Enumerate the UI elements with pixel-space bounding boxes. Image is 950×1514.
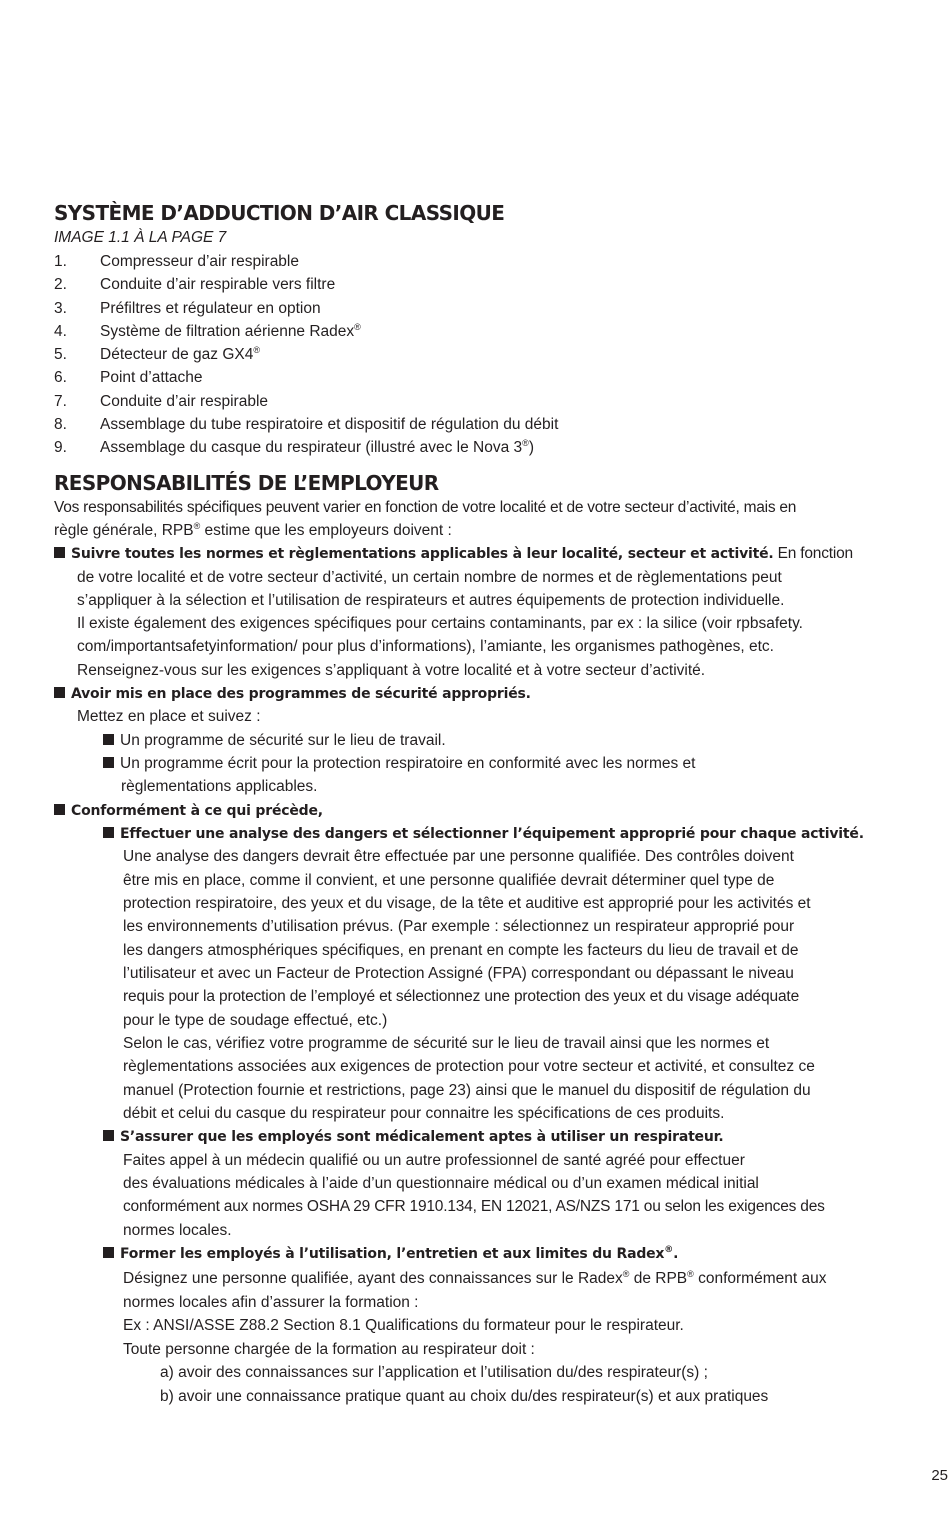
sub-bullet-respiratory-program: Un programme écrit pour la protection respiratoire en conformité avec les normes et	[103, 752, 695, 775]
paragraph-line: Il existe également des exigences spécifiques pour certains contaminants, par ex : la silice (voir rpbsafety.	[77, 615, 803, 632]
sub-bullet-medical-fitness: S’assurer que les employés sont médicalement aptes à utiliser un respirateur.	[103, 1125, 723, 1149]
paragraph-line: Désignez une personne qualifiée, ayant des connaissances sur le Radex® de RPB® conformément aux	[123, 1269, 827, 1287]
paragraph-line: manuel (Protection fournie et restrictions, page 23) ainsi que le manuel du dispositif de régulation du	[123, 1082, 811, 1099]
sub-item-a: a) avoir des connaissances sur l’application et l’utilisation du/des respirateur(s) ;	[160, 1364, 708, 1381]
paragraph-line: requis pour la protection de l’employé et sélectionnez une protection des yeux et du visage adéquate	[123, 988, 800, 1005]
square-bullet-icon	[103, 1247, 114, 1258]
paragraph-line: conformément aux normes OSHA 29 CFR 1910.134, EN 12021, AS/NZS 171 ou selon les exigences des	[123, 1198, 825, 1215]
paragraph-line: Mettez en place et suivez :	[77, 708, 261, 725]
sub-item-b: b) avoir une connaissance pratique quant au choix du/des respirateur(s) et aux pratiques	[160, 1388, 769, 1405]
paragraph-line: être mis en place, comme il convient, et une personne qualifiée devrait déterminer quel type de	[123, 872, 775, 889]
paragraph-line: des évaluations médicales à l’aide d’un questionnaire médical ou d’un examen médical initial	[123, 1175, 759, 1192]
paragraph-line: règlementations applicables.	[121, 778, 318, 795]
paragraph-line: Toute personne chargée de la formation au respirateur doit :	[123, 1341, 535, 1358]
paragraph-line: Renseignez-vous sur les exigences s’appliquant à votre localité et à votre secteur d’activité.	[77, 662, 706, 679]
square-bullet-icon	[103, 734, 114, 745]
paragraph-line: de votre localité et de votre secteur d’activité, un certain nombre de normes et de règlementations peut	[77, 569, 782, 586]
bullet-accordingly: Conformément à ce qui précède,	[54, 799, 323, 823]
square-bullet-icon	[103, 1130, 114, 1141]
image-reference: IMAGE 1.1 À LA PAGE 7	[54, 229, 227, 246]
paragraph-line: protection respiratoire, des yeux et du visage, de la tête et auditive est approprié pour les activités et	[123, 895, 811, 912]
paragraph-line: pour le type de soudage effectué, etc.)	[123, 1012, 388, 1029]
section-title-employer: RESPONSABILITÉS DE L’EMPLOYEUR	[54, 471, 439, 495]
paragraph-line: les dangers atmosphériques spécifiques, en prenant en compte les facteurs du lieu de travail et de	[123, 942, 799, 959]
page-number: 25	[931, 1467, 948, 1484]
paragraph-line: les environnements d’utilisation prévus. (Par exemple : sélectionnez un respirateur approprié pour	[123, 918, 795, 935]
document-page: SYSTÈME D’ADDUCTION D’AIR CLASSIQUE IMAGE 1.1 À LA PAGE 7 1. Compresseur d’air respirable 2. Conduite d’air respirable vers filtre 3. Préfiltres et régulateur en option 4. Système de filtration aérienne Radex® 5. Détecteur de gaz GX4® 6. Point d’attache 7. Conduite d’air respirable 8. Assemblage du tube respiratoire et dispositif de régulation du débit 9. Assemblage du casque du respirateur (illustré avec le Nova 3®) RESPONSABILITÉS DE L’EMPLOYEUR Vos responsabilités spécifiques peuvent varier en fonction de votre localité et de votre secteur d’activité, mais en règle générale, RPB® estime que les employeurs doivent : Suivre toutes les normes et règlementations applicables à leur localité, secteur et activité. En fonction de votre localité et de votre secteur d’activité, un certain nombre de normes et de règlementations peut s’appliquer à la sélection et l’utilisation de respirateurs et autres équipements de protection individuelle. Il existe également des exigences spécifiques pour certains contaminants, par ex : la silice (voir rpbsafety. com/importantsafetyinformation/ pour plus d’informations), l’amiante, les organismes pathogènes, etc. Renseignez-vous sur les exigences s’appliquant à votre localité et à votre secteur d’activité. Avoir mis en place des programmes de sécurité appropriés. Mettez en place et suivez : Un programme de sécurité sur le lieu de travail. Un programme écrit pour la protection respiratoire en conformité avec les normes et règlementations applicables. Conformément à ce qui précède, Effectuer une analyse des dangers et sélectionner l’équipement approprié pour chaque activité. Une analyse des dangers devrait être effectuée par une personne qualifiée. Des contrôles doivent être mis en place, comme il convient, et une personne qualifiée devrait déterminer quel type de protection respiratoire, des yeux et du visage, de la tête et auditive est approprié pour les activités et les environnements d’utilisation prévus. (Par exemple : sélectionnez un respirateur approprié pour les dangers atmosphériques spécifiques, en prenant en compte les facteurs du lieu de travail et de l’utilisateur et avec un Facteur de Protection Assigné (FPA) correspondant ou dépassant le niveau requis pour la protection de l’employé et sélectionnez une protection des yeux et du visage adéquate pour le type de soudage effectué, etc.) Selon le cas, vérifiez votre programme de sécurité sur le lieu de travail ainsi que les normes et règlementations associées aux exigences de protection pour votre secteur et activité, et consultez ce manuel (Protection fournie et restrictions, page 23) ainsi que le manuel du dispositif de régulation du débit et celui du casque du respirateur pour connaitre les spécifications de ces produits. S’assurer que les employés sont médicalement aptes à utiliser un respirateur. Faites appel à un médecin qualifié ou un autre professionnel de santé agréé pour effectuer des évaluations médicales à l’aide d’un questionnaire médical ou d’un examen médical initial conformément aux normes OSHA 29 CFR 1910.134, EN 12021, AS/NZS 171 ou selon les exigences des normes locales. Former les employés à l’utilisation, l’entretien et aux limites du Radex®. Désignez une personne qualifiée, ayant des connaissances sur le Radex® de RPB® conformément aux normes locales afin d’assurer la formation : Ex : ANSI/ASSE Z88.2 Section 8.1 Qualifications du formateur pour le respirateur. Toute personne chargée de la formation au respirateur doit : a) avoir des connaissances sur l’application et l’utilisation du/des respirateur(s) ; b) avoir une connaissance pratique quant au choix du/des respirateur(s) et aux pratiques 25	[54, 201, 948, 1484]
sub-bullet-hazard-analysis: Effectuer une analyse des dangers et sélectionner l’équipement approprié pour chaque activité.	[103, 822, 864, 846]
intro-line: Vos responsabilités spécifiques peuvent varier en fonction de votre localité et de votre secteur d’activité, mais en	[54, 499, 797, 516]
paragraph-line: normes locales afin d’assurer la formation :	[123, 1294, 419, 1311]
square-bullet-icon	[103, 827, 114, 838]
paragraph-line: s’appliquer à la sélection et l’utilisation de respirateurs et autres équipements de protection individuelle.	[77, 592, 785, 609]
section-title-air-supply: SYSTÈME D’ADDUCTION D’AIR CLASSIQUE	[54, 201, 505, 225]
paragraph-line: Faites appel à un médecin qualifié ou un autre professionnel de santé agréé pour effectuer	[123, 1152, 745, 1169]
bullet-safety-programs: Avoir mis en place des programmes de sécurité appropriés.	[54, 682, 531, 706]
square-bullet-icon	[54, 547, 65, 558]
square-bullet-icon	[103, 757, 114, 768]
square-bullet-icon	[54, 687, 65, 698]
intro-line: règle générale, RPB® estime que les employeurs doivent :	[54, 521, 452, 539]
paragraph-line: règlementations associées aux exigences de protection pour votre secteur et activité, et consultez ce	[123, 1058, 815, 1075]
paragraph-line: Ex : ANSI/ASSE Z88.2 Section 8.1 Qualifications du formateur pour le respirateur.	[123, 1317, 684, 1334]
bullet-standards: Suivre toutes les normes et règlementations applicables à leur localité, secteur et activité. En fonction	[54, 542, 853, 566]
paragraph-line: débit et celui du casque du respirateur pour connaitre les spécifications de ces produits.	[123, 1105, 725, 1122]
paragraph-line: com/importantsafetyinformation/ pour plus d’informations), l’amiante, les organismes pathogènes, etc.	[77, 638, 774, 655]
sub-bullet-training: Former les employés à l’utilisation, l’entretien et aux limites du Radex®.	[103, 1242, 678, 1266]
square-bullet-icon	[54, 804, 65, 815]
paragraph-line: Une analyse des dangers devrait être effectuée par une personne qualifiée. Des contrôles doivent	[123, 848, 794, 865]
paragraph-line: Selon le cas, vérifiez votre programme de sécurité sur le lieu de travail ainsi que les normes et	[123, 1035, 770, 1052]
paragraph-line: normes locales.	[123, 1222, 232, 1239]
sub-bullet-workplace-program: Un programme de sécurité sur le lieu de travail.	[103, 729, 446, 752]
paragraph-line: l’utilisateur et avec un Facteur de Protection Assigné (FPA) correspondant ou dépassant le niveau	[123, 965, 794, 982]
